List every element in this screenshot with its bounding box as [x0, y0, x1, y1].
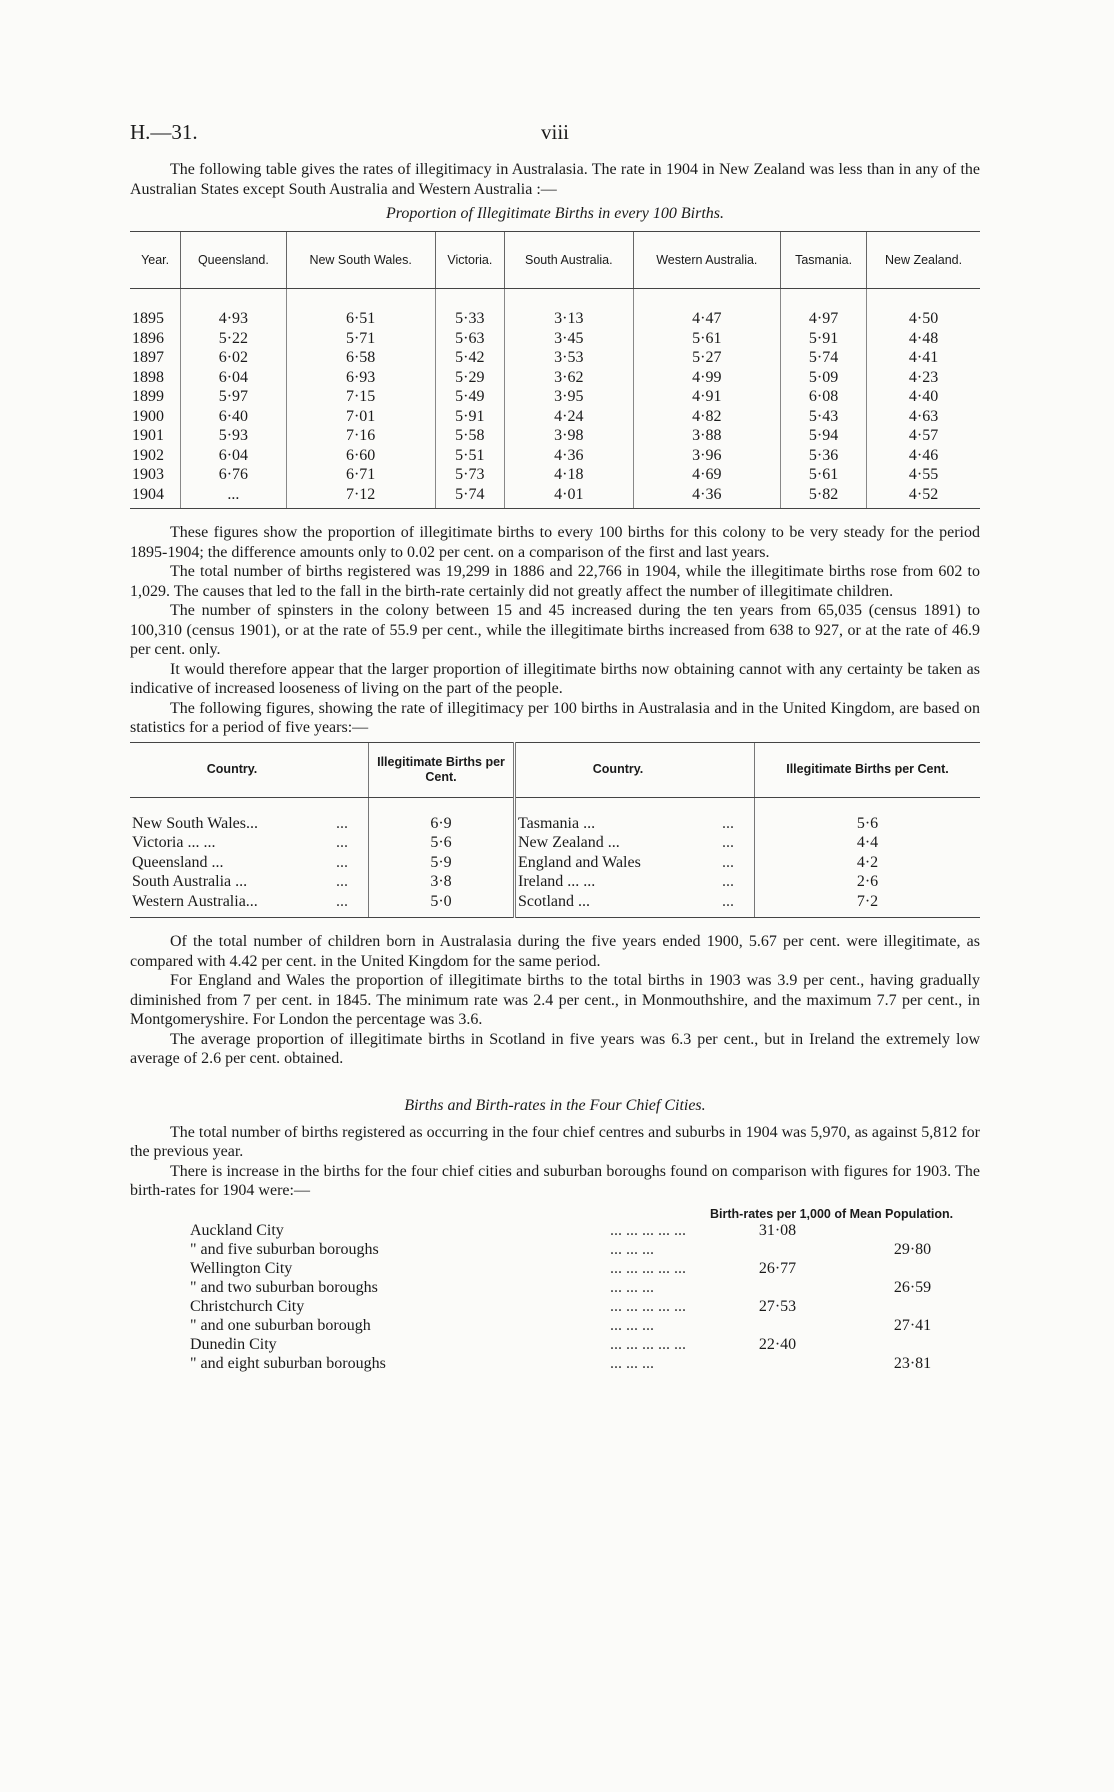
year-cell: 1896 — [132, 329, 164, 347]
table-row — [130, 465, 980, 485]
rate-cell: 6·71 — [286, 465, 435, 485]
rate-cell: 5·61 — [781, 465, 867, 485]
rate-cell: 5·74 — [781, 348, 867, 368]
year-cell: 1897 — [132, 349, 164, 366]
rate-cell: 6·02 — [181, 348, 286, 368]
rate-value: 7·2 — [755, 892, 981, 918]
table-row — [130, 309, 980, 329]
list-item — [130, 1259, 980, 1278]
rate-cell: 3·45 — [505, 329, 634, 349]
leader-dots: ... — [336, 834, 348, 851]
city-birthrates-table — [130, 1207, 980, 1373]
rate-cell: 7·15 — [286, 387, 435, 407]
rate-cell: 5·29 — [435, 368, 504, 388]
leader-dots: ... ... ... — [610, 1354, 654, 1372]
rate-cell: 6·40 — [181, 407, 286, 427]
rate-cell: 5·91 — [435, 407, 504, 427]
comparison-section — [130, 932, 980, 1069]
spacer — [130, 1335, 190, 1354]
suburb-rate — [845, 1297, 980, 1316]
city-rate: 22·40 — [758, 1335, 797, 1353]
rate-cell: 5·73 — [435, 465, 504, 485]
rate-cell: 4·40 — [867, 387, 980, 407]
suburb-rate: 29·80 — [893, 1240, 932, 1258]
body-paragraph: The total number of births registered as occurring in the four chief centres and suburbs in 1904 was 5,970, as against 5,812 for the previous year. — [130, 1123, 980, 1160]
table-row — [130, 407, 980, 427]
rate-cell: 4·50 — [867, 309, 980, 329]
rate-cell: 4·18 — [505, 465, 634, 485]
rate-cell: 4·52 — [867, 485, 980, 509]
rate-cell: 3·13 — [505, 309, 634, 329]
body-paragraph: It would therefore appear that the larger proportion of illegitimate births now obtaining cannot with any certainty be taken as indicative of increased looseness of living on the part of the people. — [130, 660, 980, 697]
leader-dots: ... ... ... — [610, 1240, 654, 1258]
page-number: viii — [540, 120, 569, 144]
suburb-rate — [845, 1259, 980, 1278]
rate-cell: 4·57 — [867, 426, 980, 446]
year-cell: 1903 — [132, 466, 164, 483]
rate-cell: 6·51 — [286, 309, 435, 329]
table1-header-0: Year. — [130, 232, 181, 289]
country-name: South Australia ... — [132, 873, 248, 890]
table-row — [130, 892, 980, 918]
country-name: Tasmania ... — [515, 814, 721, 834]
rate-cell: 3·62 — [505, 368, 634, 388]
rate-cell: 3·95 — [505, 387, 634, 407]
leader-dots: ... ... ... — [610, 1278, 654, 1296]
list-item — [130, 1221, 980, 1240]
table1-header-7: New Zealand. — [867, 232, 980, 289]
rate-cell: 5·82 — [781, 485, 867, 509]
country-rates-table — [130, 742, 980, 919]
leader-dots: ... — [722, 814, 734, 832]
country-name: Western Australia... — [130, 892, 334, 918]
suburb-rate — [845, 1221, 980, 1240]
rate-cell: 4·01 — [505, 485, 634, 509]
rate-cell: 7·12 — [286, 485, 435, 509]
city-rate — [710, 1354, 845, 1373]
leader-dots: ... ... ... ... ... — [610, 1335, 686, 1353]
rate-cell: 3·96 — [633, 446, 780, 466]
rate-cell: 5·09 — [781, 368, 867, 388]
body-paragraph: The total number of births registered was 19,299 in 1886 and 22,766 in 1904, while the illegitimate births rose from 602 to 1,029. The causes that led to the fall in the birth-rate certainly did not greatly affect the number of illegitimate children. — [130, 563, 980, 600]
city-rate: 26·77 — [758, 1259, 797, 1277]
table1-header-3: Victoria. — [435, 232, 504, 289]
rate-cell: 5·94 — [781, 426, 867, 446]
birthrate-column-header: Birth-rates per 1,000 of Mean Population. — [710, 1206, 954, 1221]
year-cell: 1898 — [132, 368, 164, 386]
rate-cell: 6·08 — [781, 387, 867, 407]
document-page — [130, 120, 980, 1373]
rate-cell: 4·41 — [867, 348, 980, 368]
leader-dots: ... — [336, 853, 348, 871]
country-name: England and Wales — [515, 853, 721, 873]
body-paragraph: The following figures, showing the rate of illegitimacy per 100 births in Australasia and in the United Kingdom, are based on statistics for a period of five years:— — [130, 699, 980, 736]
list-item — [130, 1335, 980, 1354]
table-row — [130, 387, 980, 407]
rate-cell: 5·22 — [181, 329, 286, 349]
rate-cell: 5·74 — [435, 485, 504, 509]
rate-value: 2·6 — [755, 872, 981, 892]
leader-dots: ... ... ... ... ... — [610, 1297, 686, 1315]
table-row — [130, 329, 980, 349]
city-rate: 31·08 — [758, 1221, 797, 1239]
rate-cell: 3·53 — [505, 348, 634, 368]
rate-cell: 4·24 — [505, 407, 634, 427]
rate-cell: 6·93 — [286, 368, 435, 388]
rate-cell: 4·93 — [181, 309, 286, 329]
list-item — [130, 1354, 980, 1373]
table1-header-4: South Australia. — [505, 232, 634, 289]
rate-cell: 4·63 — [867, 407, 980, 427]
table1-header-5: Western Australia. — [633, 232, 780, 289]
year-cell: 1899 — [132, 388, 164, 405]
rate-cell: 4·23 — [867, 368, 980, 388]
list-item — [130, 1240, 980, 1259]
rate-value: 4·2 — [755, 853, 981, 873]
table-row — [130, 853, 980, 873]
city-label: Wellington City — [190, 1259, 293, 1277]
city-label: Auckland City — [190, 1221, 284, 1239]
spacer — [130, 1221, 190, 1240]
list-item — [130, 1316, 980, 1335]
list-item — [130, 1278, 980, 1297]
city-rate — [710, 1316, 845, 1335]
body-paragraph: The number of spinsters in the colony between 15 and 45 increased during the ten years from 65,035 (census 1891) to 100,310 (census 1901), or at the rate of 55.9 per cent., while the illegitimate births increased from 638 to 927, or at the rate of 46.9 per cent. only. — [130, 602, 980, 658]
rate-cell: 5·97 — [181, 387, 286, 407]
rate-cell: 7·16 — [286, 426, 435, 446]
rate-cell: 4·97 — [781, 309, 867, 329]
body-paragraph: There is increase in the births for the four chief cities and suburban boroughs found on comparison with figures for 1903. The birth-rates for 1904 were:— — [130, 1162, 980, 1199]
year-cell: 1902 — [132, 446, 164, 464]
rate-value: 5·0 — [369, 892, 515, 918]
rate-cell: 6·76 — [181, 465, 286, 485]
leader-dots: ... — [336, 873, 348, 890]
rate-cell: 4·48 — [867, 329, 980, 349]
leader-dots: ... — [336, 814, 348, 832]
col-country-left: Country. — [130, 742, 334, 797]
rate-cell: 5·63 — [435, 329, 504, 349]
city-label: Dunedin City — [190, 1335, 277, 1353]
spacer — [130, 1297, 190, 1316]
country-name: New South Wales... — [132, 814, 258, 832]
table-row — [130, 446, 980, 466]
list-item — [130, 1297, 980, 1316]
city-label: " and one suburban borough — [190, 1316, 371, 1334]
table-row — [130, 348, 980, 368]
rate-cell: 5·27 — [633, 348, 780, 368]
col-country-right: Country. — [515, 742, 721, 797]
rate-cell: 4·55 — [867, 465, 980, 485]
country-name: Queensland ... — [132, 853, 224, 871]
table-row — [130, 872, 980, 892]
rate-cell: 4·36 — [633, 485, 780, 509]
cities-section — [130, 1123, 980, 1201]
rate-cell: 6·58 — [286, 348, 435, 368]
intro-paragraph: The following table gives the rates of illegitimacy in Australasia. The rate in 1904 in New Zealand was less than in any of the Australian States except South Australia and Western Australia :— — [130, 161, 980, 198]
suburb-rate: 27·41 — [893, 1316, 932, 1334]
rate-cell: 5·91 — [781, 329, 867, 349]
table-row — [130, 368, 980, 388]
year-cell: 1895 — [132, 310, 164, 327]
spacer — [130, 1259, 190, 1278]
rate-cell: 6·04 — [181, 368, 286, 388]
leader-dots: ... — [722, 873, 734, 890]
rate-cell: 5·51 — [435, 446, 504, 466]
rate-cell: 6·60 — [286, 446, 435, 466]
country-name: Victoria ... ... — [132, 834, 216, 851]
city-label: " and five suburban boroughs — [190, 1240, 379, 1258]
rate-cell: 4·69 — [633, 465, 780, 485]
rate-cell: 5·58 — [435, 426, 504, 446]
illegitimacy-rates-table — [130, 231, 980, 509]
table-row — [130, 833, 980, 853]
spacer — [130, 1354, 190, 1373]
section2-caption: Births and Birth-rates in the Four Chief Cities. — [404, 1096, 706, 1114]
rate-cell: 4·82 — [633, 407, 780, 427]
col-rate-right: Illegitimate Births per Cent. — [755, 742, 981, 797]
table-row — [130, 426, 980, 446]
rate-cell: 3·98 — [505, 426, 634, 446]
table-row — [130, 814, 980, 834]
country-name: New Zealand ... — [515, 833, 721, 853]
rate-cell: 5·49 — [435, 387, 504, 407]
suburb-rate — [845, 1335, 980, 1354]
report-reference: H.—31. — [130, 120, 198, 144]
year-cell: 1904 — [130, 485, 181, 509]
year-cell: 1900 — [132, 407, 164, 425]
suburb-rate: 26·59 — [893, 1278, 932, 1296]
rate-value: 4·4 — [755, 833, 981, 853]
commentary-section — [130, 523, 980, 738]
leader-dots: ... — [722, 853, 734, 871]
body-paragraph: Of the total number of children born in Australasia during the five years ended 1900, 5.67 per cent. were illegitimate, as compared with 4.42 per cent. in the United Kingdom for the same period. — [130, 933, 980, 970]
rate-cell: 5·33 — [435, 309, 504, 329]
rate-cell: ... — [181, 485, 286, 509]
table1-header-6: Tasmania. — [781, 232, 867, 289]
leader-dots: ... — [334, 892, 369, 918]
rate-cell: 5·61 — [633, 329, 780, 349]
rate-cell: 5·43 — [781, 407, 867, 427]
rate-cell: 3·88 — [633, 426, 780, 446]
year-cell: 1901 — [132, 427, 164, 444]
table-row — [130, 485, 980, 509]
spacer — [130, 1316, 190, 1335]
city-rate: 27·53 — [758, 1297, 797, 1315]
rate-value: 5·6 — [755, 814, 981, 834]
rate-value: 5·6 — [369, 833, 515, 853]
rate-cell: 5·36 — [781, 446, 867, 466]
body-paragraph: The average proportion of illegitimate births in Scotland in five years was 6.3 per cent., but in Ireland the extremely low average of 2.6 per cent. obtained. — [130, 1030, 980, 1067]
rate-cell: 4·99 — [633, 368, 780, 388]
table1-header-1: Queensland. — [181, 232, 286, 289]
leader-dots: ... — [720, 892, 755, 918]
rate-cell: 5·42 — [435, 348, 504, 368]
col-rate-left: Illegitimate Births per Cent. — [369, 742, 515, 797]
country-name: Ireland ... ... — [515, 872, 721, 892]
body-paragraph: For England and Wales the proportion of illegitimate births to the total births in 1903 was 3.9 per cent., having gradually diminished from 7 per cent. in 1845. The minimum rate was 2.4 per cent., in Monmouthshire, and the maximum 7.7 per cent., in Montgomeryshire. For London the percentage was 3.6. — [130, 972, 980, 1028]
rate-cell: 4·46 — [867, 446, 980, 466]
suburb-rate: 23·81 — [893, 1354, 932, 1372]
leader-dots: ... ... ... — [610, 1316, 654, 1334]
body-paragraph: These figures show the proportion of illegitimate births to every 100 births for this colony to be very steady for the period 1895-1904; the difference amounts only to 0.02 per cent. on a comparison of the first and last years. — [130, 524, 980, 561]
city-label: " and eight suburban boroughs — [190, 1354, 386, 1372]
rate-value: 6·9 — [369, 814, 515, 834]
city-label: Christchurch City — [190, 1297, 305, 1315]
rate-cell: 7·01 — [286, 407, 435, 427]
rate-cell: 5·93 — [181, 426, 286, 446]
table1-caption: Proportion of Illegitimate Births in every 100 Births. — [385, 205, 725, 222]
leader-dots: ... — [722, 834, 734, 851]
leader-dots: ... ... ... ... ... — [610, 1259, 686, 1277]
rate-value: 5·9 — [369, 853, 515, 873]
city-rate — [710, 1278, 845, 1297]
rate-cell: 4·36 — [505, 446, 634, 466]
spacer — [130, 1278, 190, 1297]
rate-cell: 6·04 — [181, 446, 286, 466]
rate-cell: 4·47 — [633, 309, 780, 329]
city-label: " and two suburban boroughs — [190, 1278, 378, 1296]
rate-value: 3·8 — [369, 872, 515, 892]
spacer — [130, 1240, 190, 1259]
rate-cell: 4·91 — [633, 387, 780, 407]
page-header — [130, 120, 980, 160]
table1-header-2: New South Wales. — [286, 232, 435, 289]
leader-dots: ... ... ... ... ... — [610, 1221, 686, 1239]
rate-cell: 5·71 — [286, 329, 435, 349]
country-name: Scotland ... — [515, 892, 721, 918]
city-rate — [710, 1240, 845, 1259]
